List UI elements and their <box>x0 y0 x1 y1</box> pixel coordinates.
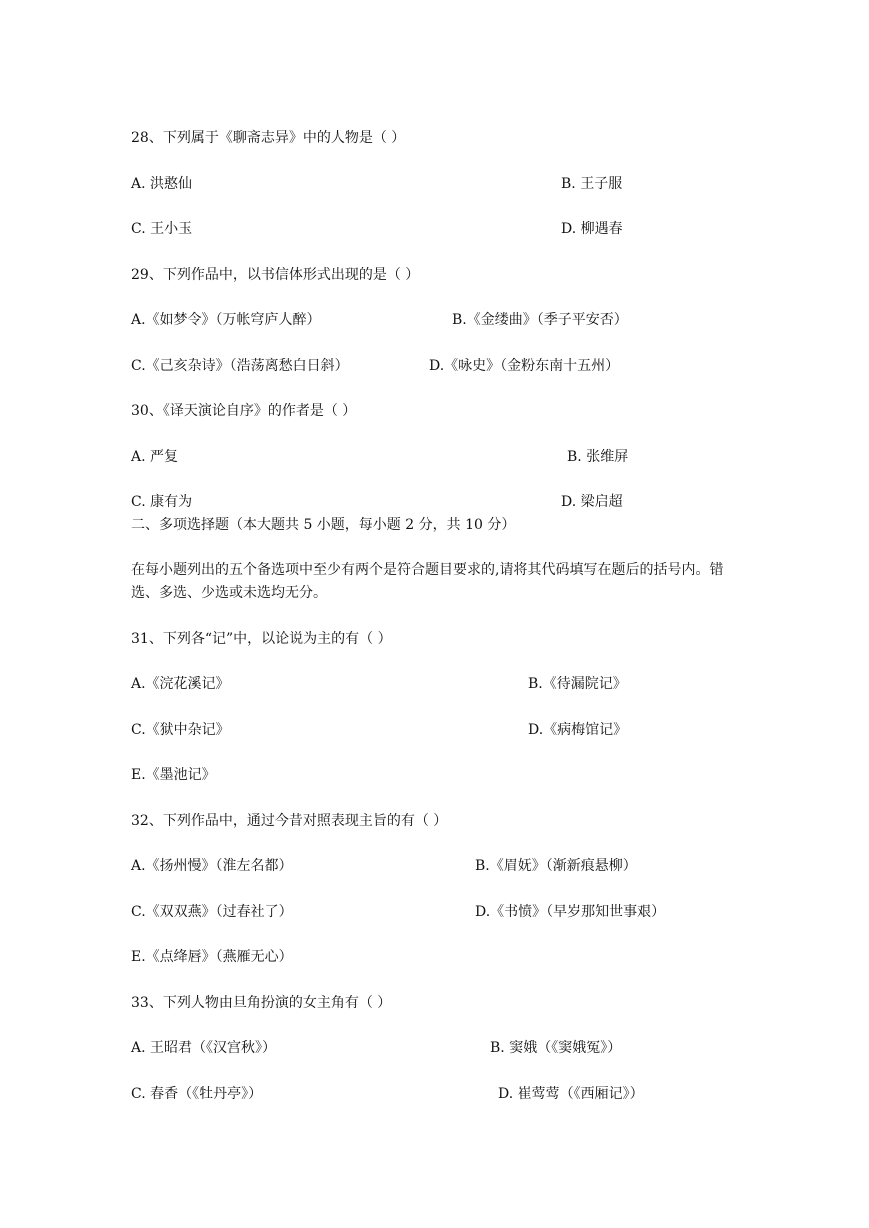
question-29-option-a: A.《如梦令》（万帐穹庐人醉） <box>131 312 321 328</box>
question-32-option-d: D.《书愤》（早岁那知世事艰） <box>475 904 666 920</box>
question-31-option-e: E.《墨池记》 <box>131 767 216 783</box>
question-28-option-c: C. 王小玉 <box>131 221 193 237</box>
section-2-instructions: 在每小题列出的五个备选项中至少有两个是符合题目要求的,请将其代码填写在题后的括号内。错选、多选、少选或未选均无分。 <box>131 562 724 601</box>
section-2-heading: 二、多项选择题（本大题共 5 小题，每小题 2 分，共 10 分） <box>131 517 516 533</box>
question-31-option-b: B.《待漏院记》 <box>528 676 627 692</box>
question-29-option-c: C.《己亥杂诗》（浩荡离愁白日斜） <box>131 358 349 374</box>
question-32-option-c: C.《双双燕》（过春社了） <box>131 904 293 920</box>
question-31-option-a: A.《浣花溪记》 <box>131 676 230 692</box>
question-28-option-b: B. 王子服 <box>561 176 623 192</box>
question-33-option-d: D. 崔莺莺（《西厢记》） <box>498 1086 644 1102</box>
question-28-option-d: D. 柳遇春 <box>561 221 623 237</box>
question-33-stem: 33、下列人物由旦角扮演的女主角有（ ） <box>131 995 392 1011</box>
question-31-option-c: C.《狱中杂记》 <box>131 722 230 738</box>
question-33-option-b: B. 窦娥（《窦娥冤》） <box>490 1040 622 1056</box>
question-31-stem: 31、下列各“记”中，以论说为主的有（ ） <box>131 631 392 647</box>
question-29-option-b: B.《金缕曲》（季子平安否） <box>452 312 628 328</box>
question-32-option-b: B.《眉妩》（渐新痕悬柳） <box>475 858 637 874</box>
question-30-option-c: C. 康有为 <box>131 494 193 510</box>
question-33-option-c: C. 春香（《牡丹亭》） <box>131 1086 263 1102</box>
question-28-option-a: A. 洪憨仙 <box>131 176 193 192</box>
question-30-option-a: A. 严复 <box>131 449 179 465</box>
question-32-stem: 32、下列作品中，通过今昔对照表现主旨的有（ ） <box>131 813 448 829</box>
question-29-stem: 29、下列作品中，以书信体形式出现的是（ ） <box>131 267 420 283</box>
question-33-option-a: A. 王昭君（《汉宫秋》） <box>131 1040 277 1056</box>
question-32-option-e: E.《点绛唇》（燕雁无心） <box>131 949 293 965</box>
question-30-option-b: B. 张维屏 <box>567 449 629 465</box>
question-30-option-d: D. 梁启超 <box>561 494 623 510</box>
question-29-option-d: D.《咏史》（金粉东南十五州） <box>429 358 620 374</box>
question-31-option-d: D.《病梅馆记》 <box>528 722 628 738</box>
question-32-option-a: A.《扬州慢》（淮左名都） <box>131 858 293 874</box>
question-28-stem: 28、下列属于《聊斋志异》中的人物是（ ） <box>131 130 406 146</box>
question-30-stem: 30、《译天演论自序》的作者是（ ） <box>131 403 357 419</box>
